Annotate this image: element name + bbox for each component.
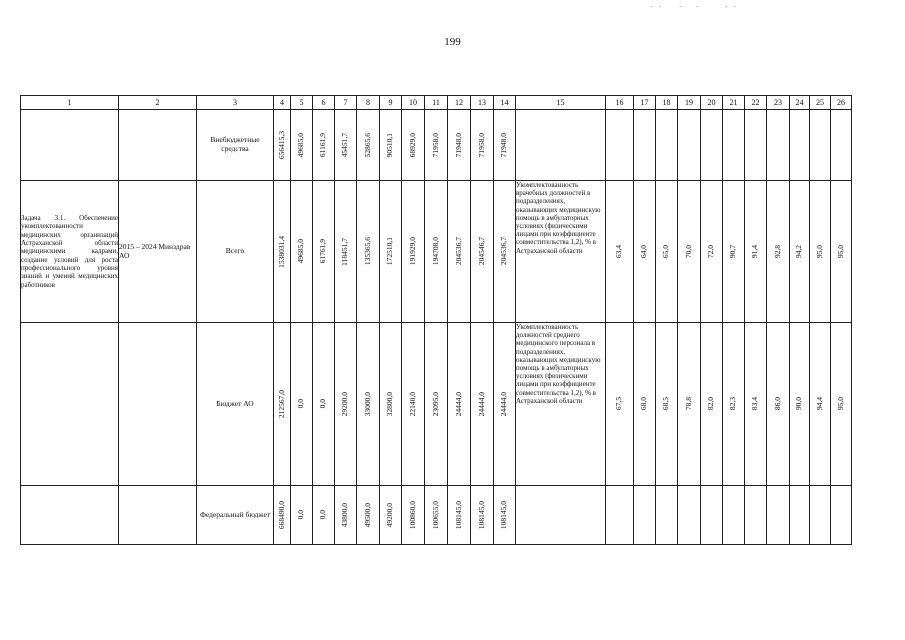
amount-value: 0,0 <box>296 510 306 520</box>
target-value: 86,0 <box>772 397 782 411</box>
header-cell: 17 <box>634 96 656 110</box>
amount-value: 668490,0 <box>276 500 286 530</box>
amount-cell <box>313 181 335 323</box>
target-cell <box>678 181 701 323</box>
amount-value: 108145,0 <box>476 500 486 530</box>
amount-value: 29200,0 <box>340 391 350 417</box>
header-cell: 14 <box>494 96 516 110</box>
amount-cell <box>274 323 291 486</box>
amount-cell <box>494 486 516 545</box>
amount-cell <box>494 323 516 486</box>
target-cell <box>634 181 656 323</box>
target-value: 65,0 <box>661 244 671 259</box>
funding-source-cell: Федеральный бюджет <box>197 486 274 545</box>
target-cell <box>656 486 678 545</box>
amount-value: 22140,0 <box>407 391 417 417</box>
header-row <box>21 96 852 110</box>
target-value: 94,4 <box>814 397 824 411</box>
amount-cell <box>291 181 313 323</box>
amount-value: 45451,7 <box>340 132 350 158</box>
header-cell: 18 <box>656 96 678 110</box>
target-value: 90,0 <box>794 397 804 411</box>
amount-cell <box>335 323 357 486</box>
target-cell <box>678 486 701 545</box>
table-row <box>21 181 852 323</box>
target-value: 68,5 <box>661 397 671 411</box>
header-cell: 6 <box>313 96 335 110</box>
period-cell <box>119 323 197 486</box>
amount-cell <box>471 486 494 545</box>
table-row <box>21 110 852 181</box>
amount-cell <box>357 110 380 181</box>
target-cell <box>767 323 790 486</box>
target-cell <box>767 181 790 323</box>
indicator-cell: Укомплектованность должностей среднего медицинского персонала в подразделениях, оказывающих медицинскую помощь в амбулаторных условиях (физическими лицами при коэффициенте совместительства 1,2), % в Астраханской области <box>516 323 606 486</box>
target-cell <box>831 110 852 181</box>
header-cell: 21 <box>723 96 745 110</box>
amount-value: 656415,3 <box>276 130 286 160</box>
target-cell <box>634 110 656 181</box>
header-cell: 12 <box>448 96 471 110</box>
amount-cell <box>357 181 380 323</box>
task-cell: Задача 3.1. Обеспечение укомплектованности медицинских организаций Астраханской области медицинскими кадрами, создание условий для роста профессионального уровня знаний и умений медицинских работников <box>21 181 119 323</box>
header-cell: 9 <box>380 96 402 110</box>
scan-artifact: - - - - - - <box>650 2 738 11</box>
amount-value: 61761,9 <box>318 239 328 264</box>
amount-cell <box>291 486 313 545</box>
amount-cell <box>448 181 471 323</box>
target-value: 64,0 <box>639 244 649 259</box>
amount-value: 33000,0 <box>362 391 372 417</box>
amount-cell <box>402 110 425 181</box>
amount-value: 0,0 <box>296 399 306 409</box>
amount-cell <box>425 181 448 323</box>
amount-cell <box>448 110 471 181</box>
amount-cell <box>425 323 448 486</box>
amount-value: 43800,0 <box>340 502 350 528</box>
header-cell: 5 <box>291 96 313 110</box>
target-value: 83,4 <box>750 397 760 411</box>
header-cell: 1 <box>21 96 119 110</box>
target-value: 72,0 <box>706 244 716 259</box>
target-value: 82,0 <box>706 397 716 411</box>
target-cell <box>723 323 745 486</box>
target-value: 67,5 <box>614 397 624 411</box>
header-cell: 22 <box>745 96 767 110</box>
amount-value: 23095,0 <box>430 391 440 417</box>
target-value: 95,0 <box>835 397 845 411</box>
target-cell <box>606 486 634 545</box>
target-cell <box>790 110 810 181</box>
header-cell: 25 <box>810 96 831 110</box>
table-body <box>21 96 852 545</box>
amount-cell <box>425 486 448 545</box>
target-cell <box>810 486 831 545</box>
period-cell: 2015 – 2024 Минздрав АО <box>119 181 197 323</box>
header-cell: 15 <box>516 96 606 110</box>
target-cell <box>767 486 790 545</box>
target-value: 63,4 <box>614 244 624 259</box>
header-cell: 24 <box>790 96 810 110</box>
table-row <box>21 486 852 545</box>
amount-value: 1538031,4 <box>276 235 286 268</box>
target-cell <box>745 181 767 323</box>
amount-value: 204536,7 <box>453 237 463 266</box>
period-cell <box>119 110 197 181</box>
amount-value: 68929,0 <box>407 132 417 158</box>
header-cell: 2 <box>119 96 197 110</box>
amount-cell <box>448 486 471 545</box>
target-cell <box>810 323 831 486</box>
indicator-cell <box>516 486 606 545</box>
amount-cell <box>274 486 291 545</box>
amount-cell <box>380 110 402 181</box>
amount-cell <box>335 110 357 181</box>
header-cell: 7 <box>335 96 357 110</box>
target-cell <box>790 486 810 545</box>
amount-cell <box>357 323 380 486</box>
table-row <box>21 323 852 486</box>
header-cell: 8 <box>357 96 380 110</box>
amount-value: 90510,1 <box>385 132 395 158</box>
target-cell <box>767 110 790 181</box>
amount-cell <box>471 110 494 181</box>
amount-value: 0,0 <box>318 399 328 409</box>
amount-cell <box>380 323 402 486</box>
target-cell <box>656 110 678 181</box>
target-cell <box>606 110 634 181</box>
target-value: 82,3 <box>728 397 738 411</box>
header-cell: 13 <box>471 96 494 110</box>
amount-value: 49500,0 <box>362 502 372 528</box>
target-cell <box>678 110 701 181</box>
amount-cell <box>274 181 291 323</box>
funding-source-cell: Всего <box>197 181 274 323</box>
amount-value: 108145,0 <box>453 500 463 530</box>
target-cell <box>634 323 656 486</box>
amount-cell <box>380 486 402 545</box>
target-cell <box>745 323 767 486</box>
amount-cell <box>357 486 380 545</box>
amount-value: 204546,7 <box>476 237 486 266</box>
amount-cell <box>471 323 494 486</box>
amount-value: 49685,0 <box>296 132 306 158</box>
amount-cell <box>448 323 471 486</box>
target-cell <box>810 110 831 181</box>
target-cell <box>701 181 723 323</box>
amount-cell <box>380 181 402 323</box>
indicator-cell <box>516 110 606 181</box>
amount-value: 135365,6 <box>362 237 372 266</box>
amount-cell <box>402 486 425 545</box>
task-cell <box>21 486 119 545</box>
target-cell <box>723 486 745 545</box>
budget-table <box>20 95 852 545</box>
funding-source-cell: Внебюджетные средства <box>197 110 274 181</box>
target-value: 90,7 <box>728 244 738 259</box>
amount-value: 71958,0 <box>476 132 486 158</box>
target-cell <box>810 181 831 323</box>
amount-cell <box>494 110 516 181</box>
amount-cell <box>471 181 494 323</box>
amount-value: 0,0 <box>318 510 328 520</box>
header-cell: 16 <box>606 96 634 110</box>
amount-cell <box>425 110 448 181</box>
amount-value: 100860,0 <box>407 500 417 530</box>
amount-value: 49200,0 <box>385 502 395 528</box>
target-cell <box>656 323 678 486</box>
target-cell <box>790 181 810 323</box>
amount-value: 24444,0 <box>476 391 486 417</box>
amount-cell <box>291 323 313 486</box>
header-cell: 26 <box>831 96 852 110</box>
target-value: 94,2 <box>794 244 804 259</box>
amount-value: 118451,7 <box>340 237 350 266</box>
target-value: 95,0 <box>814 244 824 259</box>
target-cell <box>606 181 634 323</box>
amount-value: 204536,7 <box>499 237 509 266</box>
amount-value: 61161,9 <box>318 132 328 158</box>
amount-cell <box>335 486 357 545</box>
amount-value: 32800,0 <box>385 391 395 417</box>
target-value: 91,4 <box>750 244 760 259</box>
target-cell <box>606 323 634 486</box>
amount-value: 24444,0 <box>453 391 463 417</box>
target-cell <box>656 181 678 323</box>
target-cell <box>745 110 767 181</box>
header-cell: 3 <box>197 96 274 110</box>
amount-value: 52865,6 <box>362 132 372 158</box>
amount-value: 108145,0 <box>499 500 509 530</box>
page-number: 199 <box>444 36 461 48</box>
target-value: 95,0 <box>835 244 845 259</box>
target-cell <box>831 486 852 545</box>
amount-value: 49685,0 <box>296 239 306 264</box>
target-value: 70,0 <box>683 244 693 259</box>
target-value: 78,8 <box>683 397 693 411</box>
task-cell <box>21 110 119 181</box>
amount-cell <box>291 110 313 181</box>
amount-cell <box>494 181 516 323</box>
amount-cell <box>313 110 335 181</box>
target-value: 68,0 <box>639 397 649 411</box>
amount-value: 100655,0 <box>430 500 440 530</box>
target-cell <box>701 110 723 181</box>
target-cell <box>723 181 745 323</box>
target-cell <box>678 323 701 486</box>
amount-value: 212567,0 <box>276 389 286 419</box>
amount-value: 24444,0 <box>499 391 509 417</box>
header-cell: 4 <box>274 96 291 110</box>
amount-cell <box>313 323 335 486</box>
header-cell: 19 <box>678 96 701 110</box>
amount-cell <box>402 181 425 323</box>
amount-value: 71948,0 <box>453 132 463 158</box>
amount-cell <box>335 181 357 323</box>
target-cell <box>790 323 810 486</box>
target-cell <box>723 110 745 181</box>
amount-cell <box>313 486 335 545</box>
header-cell: 23 <box>767 96 790 110</box>
target-cell <box>634 486 656 545</box>
period-cell <box>119 486 197 545</box>
task-cell <box>21 323 119 486</box>
header-cell: 11 <box>425 96 448 110</box>
target-cell <box>701 323 723 486</box>
target-cell <box>701 486 723 545</box>
amount-value: 71948,0 <box>499 132 509 158</box>
target-cell <box>745 486 767 545</box>
amount-cell <box>274 110 291 181</box>
amount-value: 191929,0 <box>407 237 417 266</box>
amount-value: 194708,0 <box>430 237 440 266</box>
target-cell <box>831 181 852 323</box>
header-cell: 20 <box>701 96 723 110</box>
amount-value: 71958,0 <box>430 132 440 158</box>
target-value: 92,8 <box>772 244 782 259</box>
amount-value: 172510,1 <box>385 237 395 266</box>
amount-cell <box>402 323 425 486</box>
header-cell: 10 <box>402 96 425 110</box>
indicator-cell: Укомплектованность врачебных должностей в подразделениях, оказывающих медицинскую помощь в амбулаторных условиях (физическими лицами при коэффициенте совместительства 1,2), % в Астраханской области <box>516 181 606 323</box>
target-cell <box>831 323 852 486</box>
funding-source-cell: Бюджет АО <box>197 323 274 486</box>
